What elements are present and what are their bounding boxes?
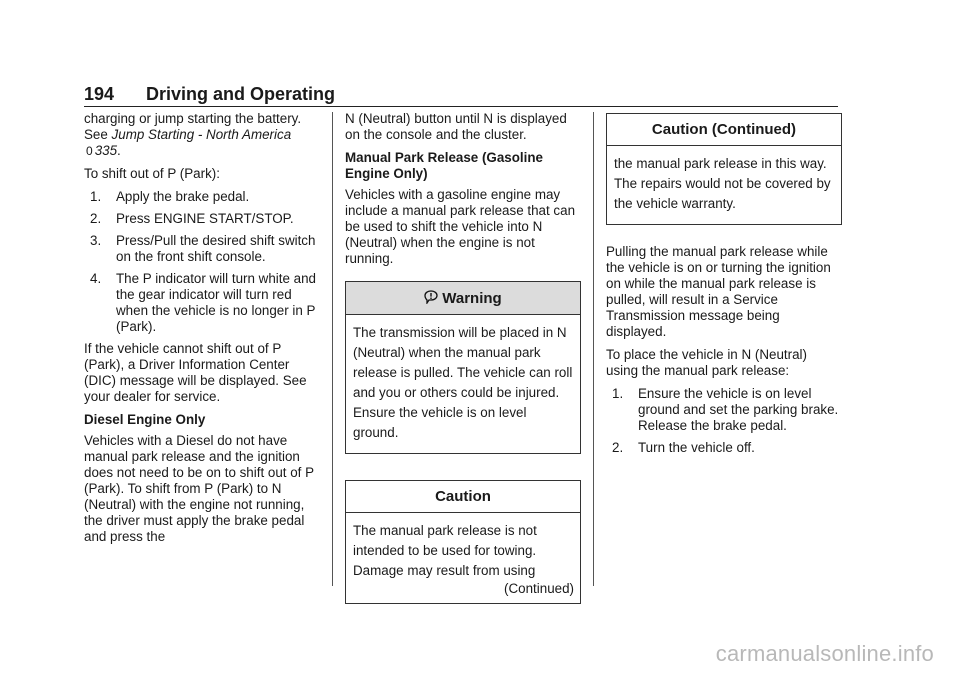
page-number: 194 xyxy=(84,84,115,104)
intro-paragraph: charging or jump starting the battery. See Jump Starting - North America 0 335. xyxy=(84,111,302,158)
caution-body: The manual park release is not intended to be used for towing. Damage may result from using (Continued) xyxy=(346,513,580,603)
section-title: Driving and Operating xyxy=(146,84,336,104)
pulling-paragraph: Pulling the manual park release while the vehicle is on or turning the ignition on while the manual park release is pulled, will result in a Service Transmission message being displayed. xyxy=(606,244,831,339)
caution-continued-header: Caution (Continued) xyxy=(607,114,841,146)
column-divider xyxy=(332,112,333,586)
watermark: carmanualsonline.info xyxy=(715,641,934,666)
warning-body: The transmission will be placed in N (Neutral) when the manual park release is pulled. The vehicle can roll and you or others could be injured. Ensure the vehicle is on level ground. xyxy=(353,325,573,440)
release-steps xyxy=(606,386,842,456)
page-ref[interactable]: 335 xyxy=(94,143,118,158)
column-3 xyxy=(606,111,842,462)
list-item: 4. The P indicator will turn white and the gear indicator will turn red when the vehicle is no longer in P (Park). xyxy=(90,271,316,334)
page-ref-icon: 0 xyxy=(86,144,93,158)
jump-starting-link[interactable]: Jump Starting - North America xyxy=(111,127,292,142)
manual-release-paragraph: Vehicles with a gasoline engine may include a manual park release that can be used to shift the vehicle into N (Neutral) when the engine is not running. xyxy=(345,187,576,266)
list-item: 2. Press ENGINE START/STOP. xyxy=(90,211,294,226)
column-1 xyxy=(84,111,324,552)
column-2 xyxy=(345,111,581,623)
list-item: 3. Press/Pull the desired shift switch on the front shift console. xyxy=(90,233,316,264)
caution-box xyxy=(345,480,581,604)
list-item: 2. Turn the vehicle off. xyxy=(612,440,755,455)
list-item: 1. Apply the brake pedal. xyxy=(90,189,250,204)
caution-header: Caution xyxy=(346,481,580,513)
manual-release-heading: Manual Park Release (Gasoline Engine Only) xyxy=(345,150,543,181)
warning-icon xyxy=(424,290,438,304)
column-divider xyxy=(593,112,594,586)
diesel-heading: Diesel Engine Only xyxy=(84,412,206,427)
continued-label: (Continued) xyxy=(504,581,574,596)
warning-box xyxy=(345,281,581,454)
shift-steps xyxy=(84,189,324,335)
diesel-paragraph: Vehicles with a Diesel do not have manual park release and the ignition does not need to be on to shift out of P (Park). To shift from P (Park) to N (Neutral) with the engine not running, the driver must apply the brake pedal and press the xyxy=(84,433,314,544)
list-item: 1. Ensure the vehicle is on level ground and set the parking brake. Release the brake pedal. xyxy=(612,386,839,433)
place-lead: To place the vehicle in N (Neutral) using the manual park release: xyxy=(606,347,807,378)
header-rule xyxy=(84,106,838,107)
warning-title: Warning xyxy=(442,290,502,307)
page-header xyxy=(84,81,838,107)
cannot-shift-paragraph: If the vehicle cannot shift out of P (Park), a Driver Information Center (DIC) message will be displayed. See your dealer for service. xyxy=(84,341,307,404)
shift-lead: To shift out of P (Park): xyxy=(84,166,220,181)
warning-header xyxy=(346,282,580,315)
continuation-paragraph: N (Neutral) button until N is displayed on the console and the cluster. xyxy=(345,111,567,142)
caution-continued-box xyxy=(606,113,842,225)
caution-continued-body: the manual park release in this way. The repairs would not be covered by the vehicle warranty. xyxy=(614,156,831,211)
